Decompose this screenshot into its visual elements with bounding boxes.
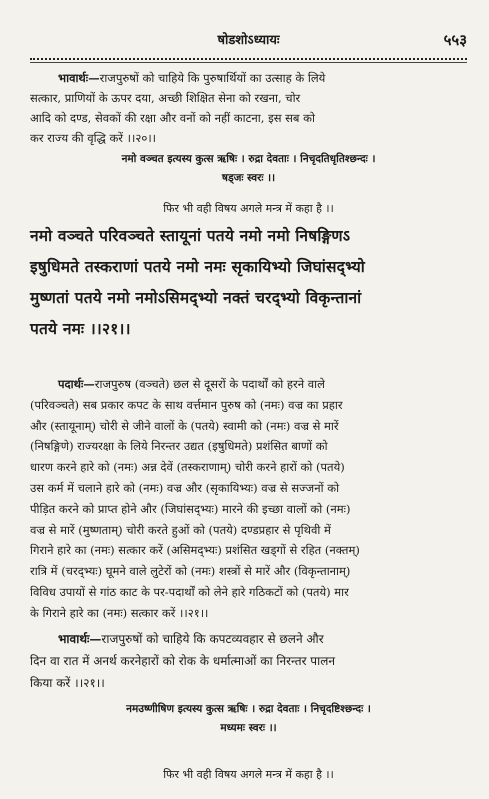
mantra-meta-22 bbox=[30, 700, 467, 738]
padartha-paragraph bbox=[30, 374, 467, 624]
line-text: राजपुरुष (वञ्चते) छल से दूसरों के पदार्थों को हरने वाले bbox=[94, 377, 325, 391]
prose-line: दिन वा रात में अनर्थ करनेहारों को रोक के धर्मात्माओं का निरन्तर पालन bbox=[30, 654, 336, 668]
prose-line: सत्कार, प्राणियों के ऊपर दया, अच्छी शिक्षित सेना को रखना, चोर bbox=[30, 91, 301, 105]
bhavartha-label: भावार्थः— bbox=[58, 71, 100, 85]
prose-line: उस कर्म में चलाने हारे को (नमः) वज्र और (सृकायिभ्यः) वज्र से सज्जनों को bbox=[30, 480, 340, 495]
prose-line: रात्रि में (चरद्भ्यः) घूमने वाले लुटेरों को (नमः) शस्त्रों से मारें और (विकृन्तानाम्) bbox=[30, 564, 351, 579]
bhavartha-label: भावार्थः— bbox=[58, 632, 102, 646]
prose-line: (परिवञ्चते) सब प्रकार कपट के साथ वर्त्तमान पुरुष को (नमः) वज्र का प्रहार bbox=[30, 397, 343, 412]
line-text: राजपुरुषों को चाहिये कि पुरुषार्थियों का उत्साह के लिये bbox=[99, 71, 326, 85]
mantra-meta-21 bbox=[30, 150, 467, 188]
prose-line: धारण करने हारे को (नमः) अन्न देवें (तस्कराणाम्) चोरी करने हारों को (पतये) bbox=[30, 460, 345, 475]
page-number: ५५३ bbox=[443, 31, 467, 49]
prose-line: के गिराने हारे का (नमः) सत्कार करें ।।२१।। bbox=[30, 605, 209, 620]
header-dotted-rule bbox=[30, 58, 467, 60]
mantra-line: नमो वञ्चते परिवञ्चते स्तायूनां पतये नमो नमो निषङ्गिणऽ bbox=[30, 226, 351, 245]
mantra-line: मुष्णतां पतये नमो नमोऽसिमद्भ्यो नक्तं चरद्भ्यो विकृन्तानां bbox=[30, 288, 362, 307]
prose-line: कर राज्य की वृद्धि करें ।।२०।। bbox=[30, 131, 157, 145]
header-rule bbox=[30, 62, 467, 63]
svara-line: मध्यमः स्वरः ।। bbox=[220, 722, 277, 734]
mantra-intro: फिर भी वही विषय अगले मन्त्र में कहा है ।। bbox=[163, 768, 334, 781]
chapter-title: षोडशोऽध्यायः bbox=[217, 33, 280, 48]
prose-line: और (स्तायूनाम्) चोरी से जीने वालों के (पतये) स्वामी को (नमः) वज्र से मारें bbox=[30, 418, 339, 433]
mantra-line: इषुधिमते तस्कराणां पतये नमो नमः सृकायिभ्यो जिघांसद्भ्यो bbox=[30, 257, 365, 276]
prose-line: (निषङ्गिणे) राज्यरक्षा के लिये निरन्तर उद्यत (इषुधिमते) प्रशंसित बाणों को bbox=[30, 439, 328, 454]
prose-line: किया करें ।।२१।। bbox=[30, 676, 105, 690]
svara-line: षड्जः स्वरः ।। bbox=[221, 172, 276, 184]
bhavartha-20-paragraph bbox=[30, 68, 467, 148]
prose-line bbox=[30, 628, 467, 650]
rishi-devata-chhanda: नमउष्णीषिण इत्यस्य कुत्स ऋषिः । रुद्रा देवताः । निचृदष्टिश्छन्दः । bbox=[126, 703, 371, 715]
prose-line: विविध उपायों से गांठ काट के पर-पदार्थों को लेने हारे गठिकटों को (पतये) मार bbox=[30, 584, 349, 599]
prose-line: वज्र से मारें (मुष्णताम्) चोरी करते हुओं को (पतये) दण्डप्रहार से पृथिवी में bbox=[30, 522, 331, 537]
mantra-line: पतये नमः ।।२१।। bbox=[30, 319, 131, 338]
prose-line: गिराने हारे का (नमः) सत्कार करें (असिमद्भ्यः) प्रशंसित खड्गों से रहित (नक्तम्) bbox=[30, 543, 360, 558]
prose-line bbox=[30, 374, 467, 395]
prose-line: आदि को दण्ड, सेवकों की रक्षा और वनों को नहीं काटना, इस सब को bbox=[30, 111, 315, 125]
padartha-label: पदार्थः— bbox=[58, 377, 95, 391]
mantra-21 bbox=[30, 220, 467, 344]
running-header bbox=[30, 30, 467, 52]
bhavartha-21-paragraph bbox=[30, 628, 467, 694]
line-text: राजपुरुषों को चाहिये कि कपटव्यवहार से छलने और bbox=[101, 632, 324, 646]
prose-line bbox=[30, 68, 467, 88]
prose-line: पीड़ित करने को प्राप्त होने और (जिघांसद्भ्यः) मारने की इच्छा वालों को (नमः) bbox=[30, 501, 351, 516]
mantra-intro: फिर भी वही विषय अगले मन्त्र में कहा है ।। bbox=[163, 202, 334, 215]
rishi-devata-chhanda: नमो वञ्चत इत्यस्य कुत्स ऋषिः । रुद्रा देवताः । निचृदतिधृतिश्छन्दः । bbox=[121, 153, 376, 165]
